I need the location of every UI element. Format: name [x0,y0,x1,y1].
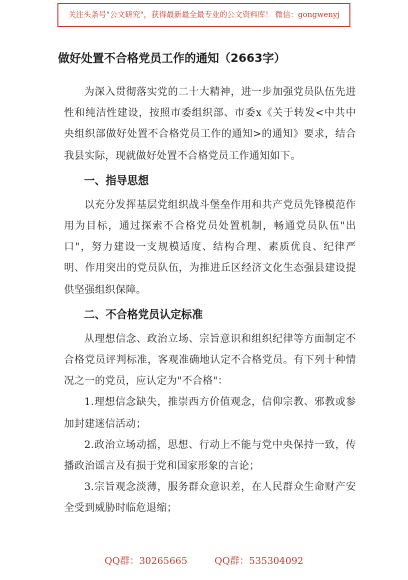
section-guiding-ideology [64,170,356,301]
promo-banner-text: 关注头条号"公文研究"，获得最新最全最专业的公文资料库！ 微信：gongwenyj [68,10,340,19]
section-paragraph: 以充分发挥基层党组织战斗堡垒作用和共产党员先锋模范作用为目标，通过探索不合格党员处置机制，畅通党员队伍"出口"，努力建设一支规模适度、结构合理、素质优良、纪律严明、作用突出的党员队伍，为推进丘区经济文化生态强县建设提供坚强组织保障。 [64,199,356,296]
section-heading: 一、指导思想 [84,173,149,187]
footer-contact [0,553,408,567]
footer-qq-group-1: QQ群：30265665 [104,556,188,567]
section-criteria [64,304,356,520]
section-heading: 二、不合格党员认定标准 [84,307,203,321]
intro-paragraph: 为深入贯彻落实党的二十大精神，进一步加强党员队伍先进性和纯洁性建设，按照市委组织部、市委x《关于转发<中共中央组织部做好处置不合格党员工作的通知>的通知》要求，结合我县实际，现就做好处置不合格党员工作通知如下。 [64,87,356,162]
criteria-item: 1.理想信念缺失，推崇西方价值观念，信仰宗教、邪教或参加封建迷信活动； [64,397,356,430]
section-paragraph: 从理想信念、政治立场、宗旨意识和组织纪律等方面制定不合格党员评判标准，客观准确地认定不合格党员。有下列十种情况之一的党员，应认定为"不合格"： [64,333,356,388]
promo-banner [57,3,350,27]
criteria-item: 2.政治立场动摇，思想、行动上不能与党中央保持一致，传播政治谣言及有损于党和国家形象的言论； [64,439,356,473]
footer-qq-group-2: QQ群：535304092 [214,556,304,567]
document-title: 做好处置不合格党员工作的通知（2663字） [58,51,286,65]
document-page [58,44,356,520]
criteria-item: 3.宗旨观念淡薄，服务群众意识差，在人民群众生命财产安全受到威胁时临危退缩； [64,482,356,515]
